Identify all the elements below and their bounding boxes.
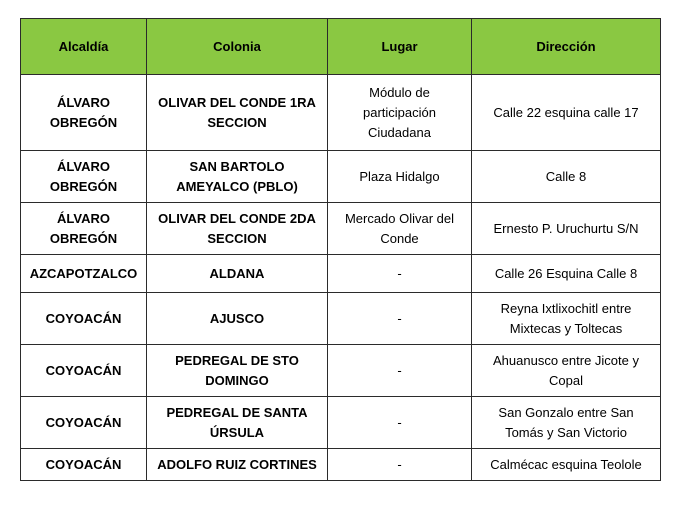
table-row — [21, 397, 661, 449]
cell-colonia: SAN BARTOLO AMEYALCO (PBLO) — [147, 151, 328, 203]
cell-direccion: Calle 8 — [472, 151, 661, 203]
cell-direccion: Calle 26 Esquina Calle 8 — [472, 255, 661, 293]
header-direccion: Dirección — [472, 19, 661, 75]
cell-colonia: PEDREGAL DE STO DOMINGO — [147, 345, 328, 397]
cell-alcaldia: COYOACÁN — [21, 449, 147, 481]
cell-alcaldia: ÁLVARO OBREGÓN — [21, 151, 147, 203]
cell-colonia: PEDREGAL DE SANTA ÚRSULA — [147, 397, 328, 449]
cell-alcaldia: AZCAPOTZALCO — [21, 255, 147, 293]
cell-alcaldia: ÁLVARO OBREGÓN — [21, 203, 147, 255]
cell-direccion: Calmécac esquina Teolole — [472, 449, 661, 481]
cell-direccion: San Gonzalo entre San Tomás y San Victorio — [472, 397, 661, 449]
header-alcaldia: Alcaldía — [21, 19, 147, 75]
cell-direccion: Calle 22 esquina calle 17 — [472, 75, 661, 151]
table-row — [21, 255, 661, 293]
cell-alcaldia: COYOACÁN — [21, 397, 147, 449]
table-row — [21, 449, 661, 481]
cell-lugar: - — [328, 345, 472, 397]
cell-direccion: Ernesto P. Uruchurtu S/N — [472, 203, 661, 255]
cell-direccion: Ahuanusco entre Jicote y Copal — [472, 345, 661, 397]
table-row — [21, 151, 661, 203]
cell-alcaldia: COYOACÁN — [21, 293, 147, 345]
cell-colonia: AJUSCO — [147, 293, 328, 345]
cell-lugar: - — [328, 449, 472, 481]
cell-lugar: - — [328, 397, 472, 449]
cell-direccion: Reyna Ixtlixochitl entre Mixtecas y Toltecas — [472, 293, 661, 345]
cell-colonia: OLIVAR DEL CONDE 2DA SECCION — [147, 203, 328, 255]
cell-lugar: Módulo de participación Ciudadana — [328, 75, 472, 151]
table-row — [21, 345, 661, 397]
header-colonia: Colonia — [147, 19, 328, 75]
cell-colonia: ALDANA — [147, 255, 328, 293]
cell-lugar: Mercado Olivar del Conde — [328, 203, 472, 255]
table-row — [21, 293, 661, 345]
table-header-row — [21, 19, 661, 75]
cell-alcaldia: COYOACÁN — [21, 345, 147, 397]
table-row — [21, 75, 661, 151]
cell-alcaldia: ÁLVARO OBREGÓN — [21, 75, 147, 151]
colonias-table — [20, 18, 661, 481]
cell-lugar: - — [328, 293, 472, 345]
header-lugar: Lugar — [328, 19, 472, 75]
cell-colonia: OLIVAR DEL CONDE 1RA SECCION — [147, 75, 328, 151]
cell-lugar: Plaza Hidalgo — [328, 151, 472, 203]
cell-colonia: ADOLFO RUIZ CORTINES — [147, 449, 328, 481]
cell-lugar: - — [328, 255, 472, 293]
table-row — [21, 203, 661, 255]
